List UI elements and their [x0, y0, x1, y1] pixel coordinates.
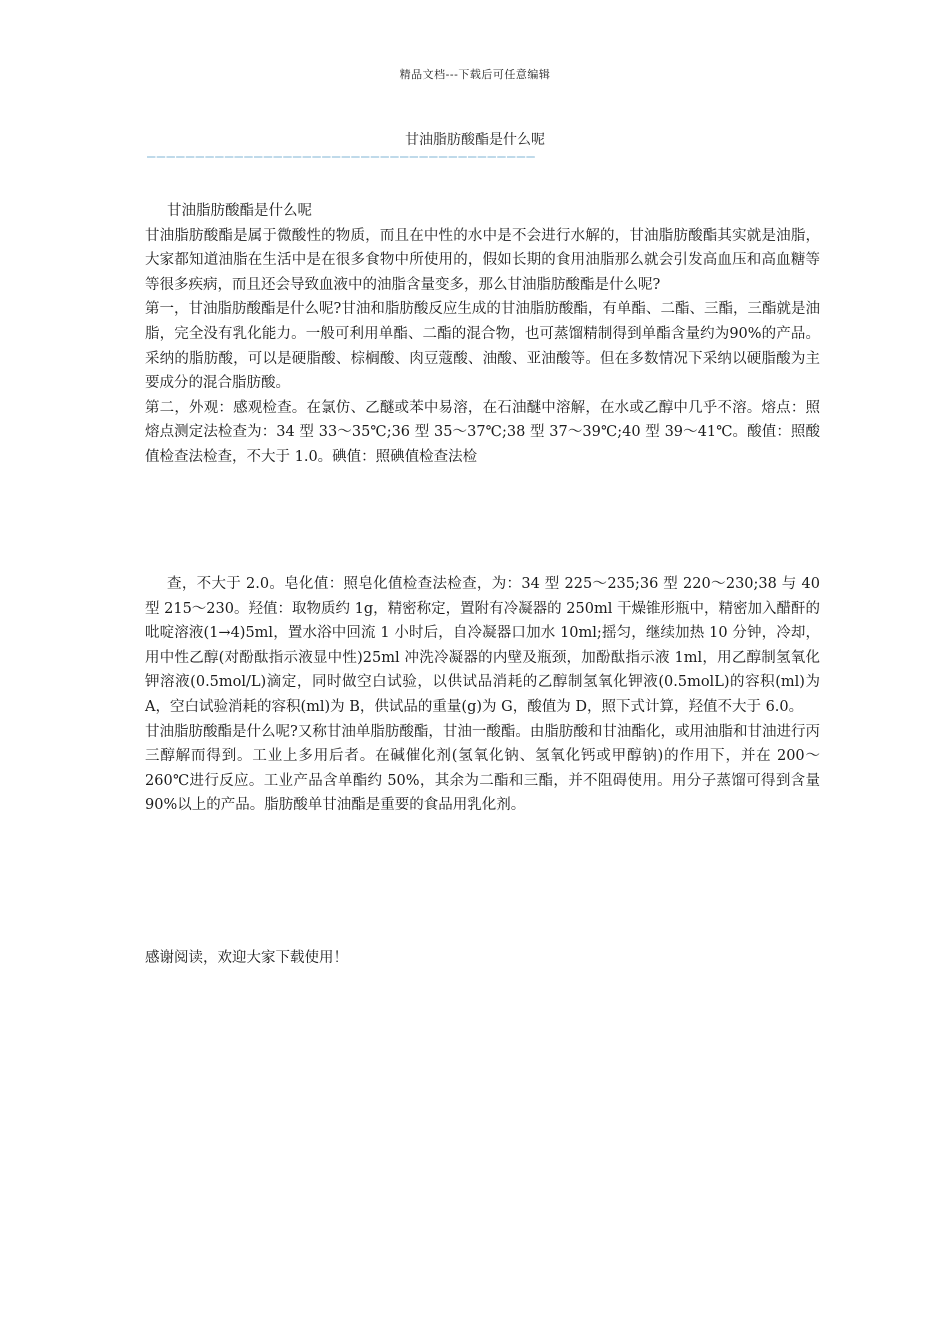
- paragraph-continuation: 查，不大于 2.0。皂化值：照皂化值检查法检查，为：34 型 225～235;36 型 220～230;38 与 40 型 215～230。羟值：取物质约 1g，精密称定，置附有冷凝器的 250ml 干燥锥形瓶中，精密加入醋酐的吡啶溶液(1→4)5ml，置水浴中回流 1 小时后，自冷凝器口加水 10ml;摇匀，继续加热 10 分钟，冷却，用中性乙醇(对酚酞指示液显中性)25ml 冲洗冷凝器的内壁及瓶颈，加酚酞指示液 1ml，用乙醇制氢氧化钾溶液(0.5mol/L)滴定，同时做空白试验，以供试品消耗的乙醇制氢氧化钾液(0.5molL)的容积(ml)为 A，空白试验消耗的容积(ml)为 B，供试品的重量(g)为 G，酸值为 D，照下式计算，羟值不大于 6.0。: [145, 576, 820, 715]
- section-two: [145, 572, 820, 818]
- paragraph-first: 第一，甘油脂肪酸酯是什么呢?甘油和脂肪酸反应生成的甘油脂肪酸酯，有单酯、二酯、三酯，三酯就是油脂，完全没有乳化能力。一般可利用单酯、二酯的混合物，也可蒸馏精制得到单酯含量约为90%的产品。采纳的脂肪酸，可以是硬脂酸、棕榈酸、肉豆蔻酸、油酸、亚油酸等。但在多数情况下采纳以硬脂酸为主要成分的混合脂肪酸。: [145, 301, 820, 392]
- paragraph-intro: 甘油脂肪酸酯是属于微酸性的物质，而且在中性的水中是不会进行水解的，甘油脂肪酸酯其实就是油脂，大家都知道油脂在生活中是在很多食物中所使用的，假如长期的食用油脂那么就会引发高血压和高血糖等等很多疾病，而且还会导致血液中的油脂含量变多，那么甘油脂肪酸酯是什么呢?: [145, 227, 820, 293]
- section-one: [145, 199, 820, 470]
- header-note: 精品文档---下载后可任意编辑: [399, 68, 551, 81]
- document-title: 甘油脂肪酸酯是什么呢: [405, 132, 545, 148]
- title-divider: ————————————————————————————————————————: [147, 149, 537, 165]
- paragraph-definition: 甘油脂肪酸酯是什么呢?又称甘油单脂肪酸酯，甘油一酸酯。由脂肪酸和甘油酯化，或用油脂和甘油进行丙三醇解而得到。工业上多用后者。在碱催化剂(氢氧化钠、氢氧化钙或甲醇钠)的作用下，并在 200～260℃进行反应。工业产品含单酯约 50%，其余为二酯和三酯，并不阻碍使用。用分子蒸馏可得到含量 90%以上的产品。脂肪酸单甘油酯是重要的食品用乳化剂。: [145, 723, 820, 814]
- thanks-text: 感谢阅读，欢迎大家下载使用！: [145, 950, 348, 966]
- closing-section: [145, 946, 820, 971]
- section-heading: 甘油脂肪酸酯是什么呢: [167, 203, 312, 219]
- paragraph-second: 第二，外观：感观检查。在氯仿、乙醚或苯中易溶，在石油醚中溶解，在水或乙醇中几乎不溶。熔点：照熔点测定法检查为：34 型 33～35℃;36 型 35～37℃;38 型 37～39℃;40 型 39～41℃。酸值：照酸值检查法检查，不大于 1.0。碘值：照碘值检查法检: [145, 399, 820, 465]
